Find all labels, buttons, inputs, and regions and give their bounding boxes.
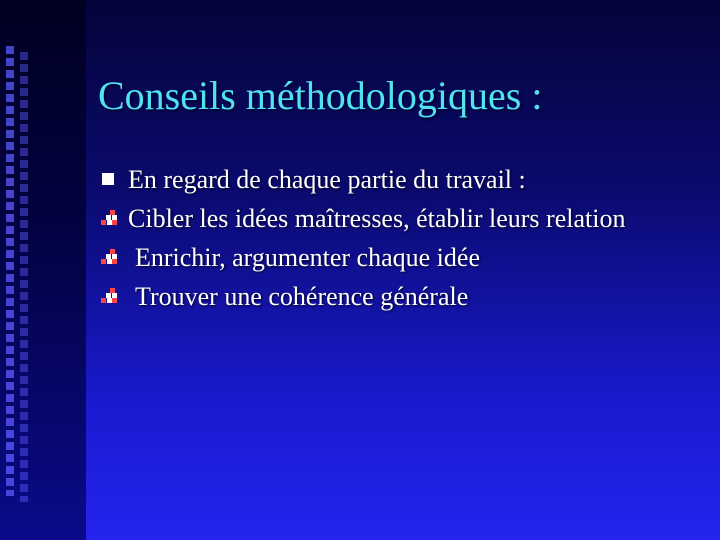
decorative-left-band <box>0 0 86 540</box>
bullet-item <box>98 199 690 238</box>
bullet-list <box>98 160 690 316</box>
stepped-bullet-icon <box>100 248 118 266</box>
bullet-text: Cibler les idées maîtresses, établir leurs relation <box>128 204 626 233</box>
bullet-text: Enrichir, argumenter chaque idée <box>135 243 480 272</box>
slide-title: Conseils méthodologiques : <box>98 73 543 118</box>
bullet-text: En regard de chaque partie du travail : <box>128 165 526 194</box>
decorative-square-pattern-faded <box>20 52 30 502</box>
stepped-bullet-icon <box>100 287 118 305</box>
bullet-item <box>98 160 690 199</box>
bullet-item <box>98 238 690 277</box>
square-bullet-icon <box>102 173 114 185</box>
decorative-square-pattern <box>6 46 16 496</box>
bullet-text: Trouver une cohérence générale <box>135 282 469 311</box>
stepped-bullet-icon <box>100 209 118 227</box>
bullet-item <box>98 277 690 316</box>
